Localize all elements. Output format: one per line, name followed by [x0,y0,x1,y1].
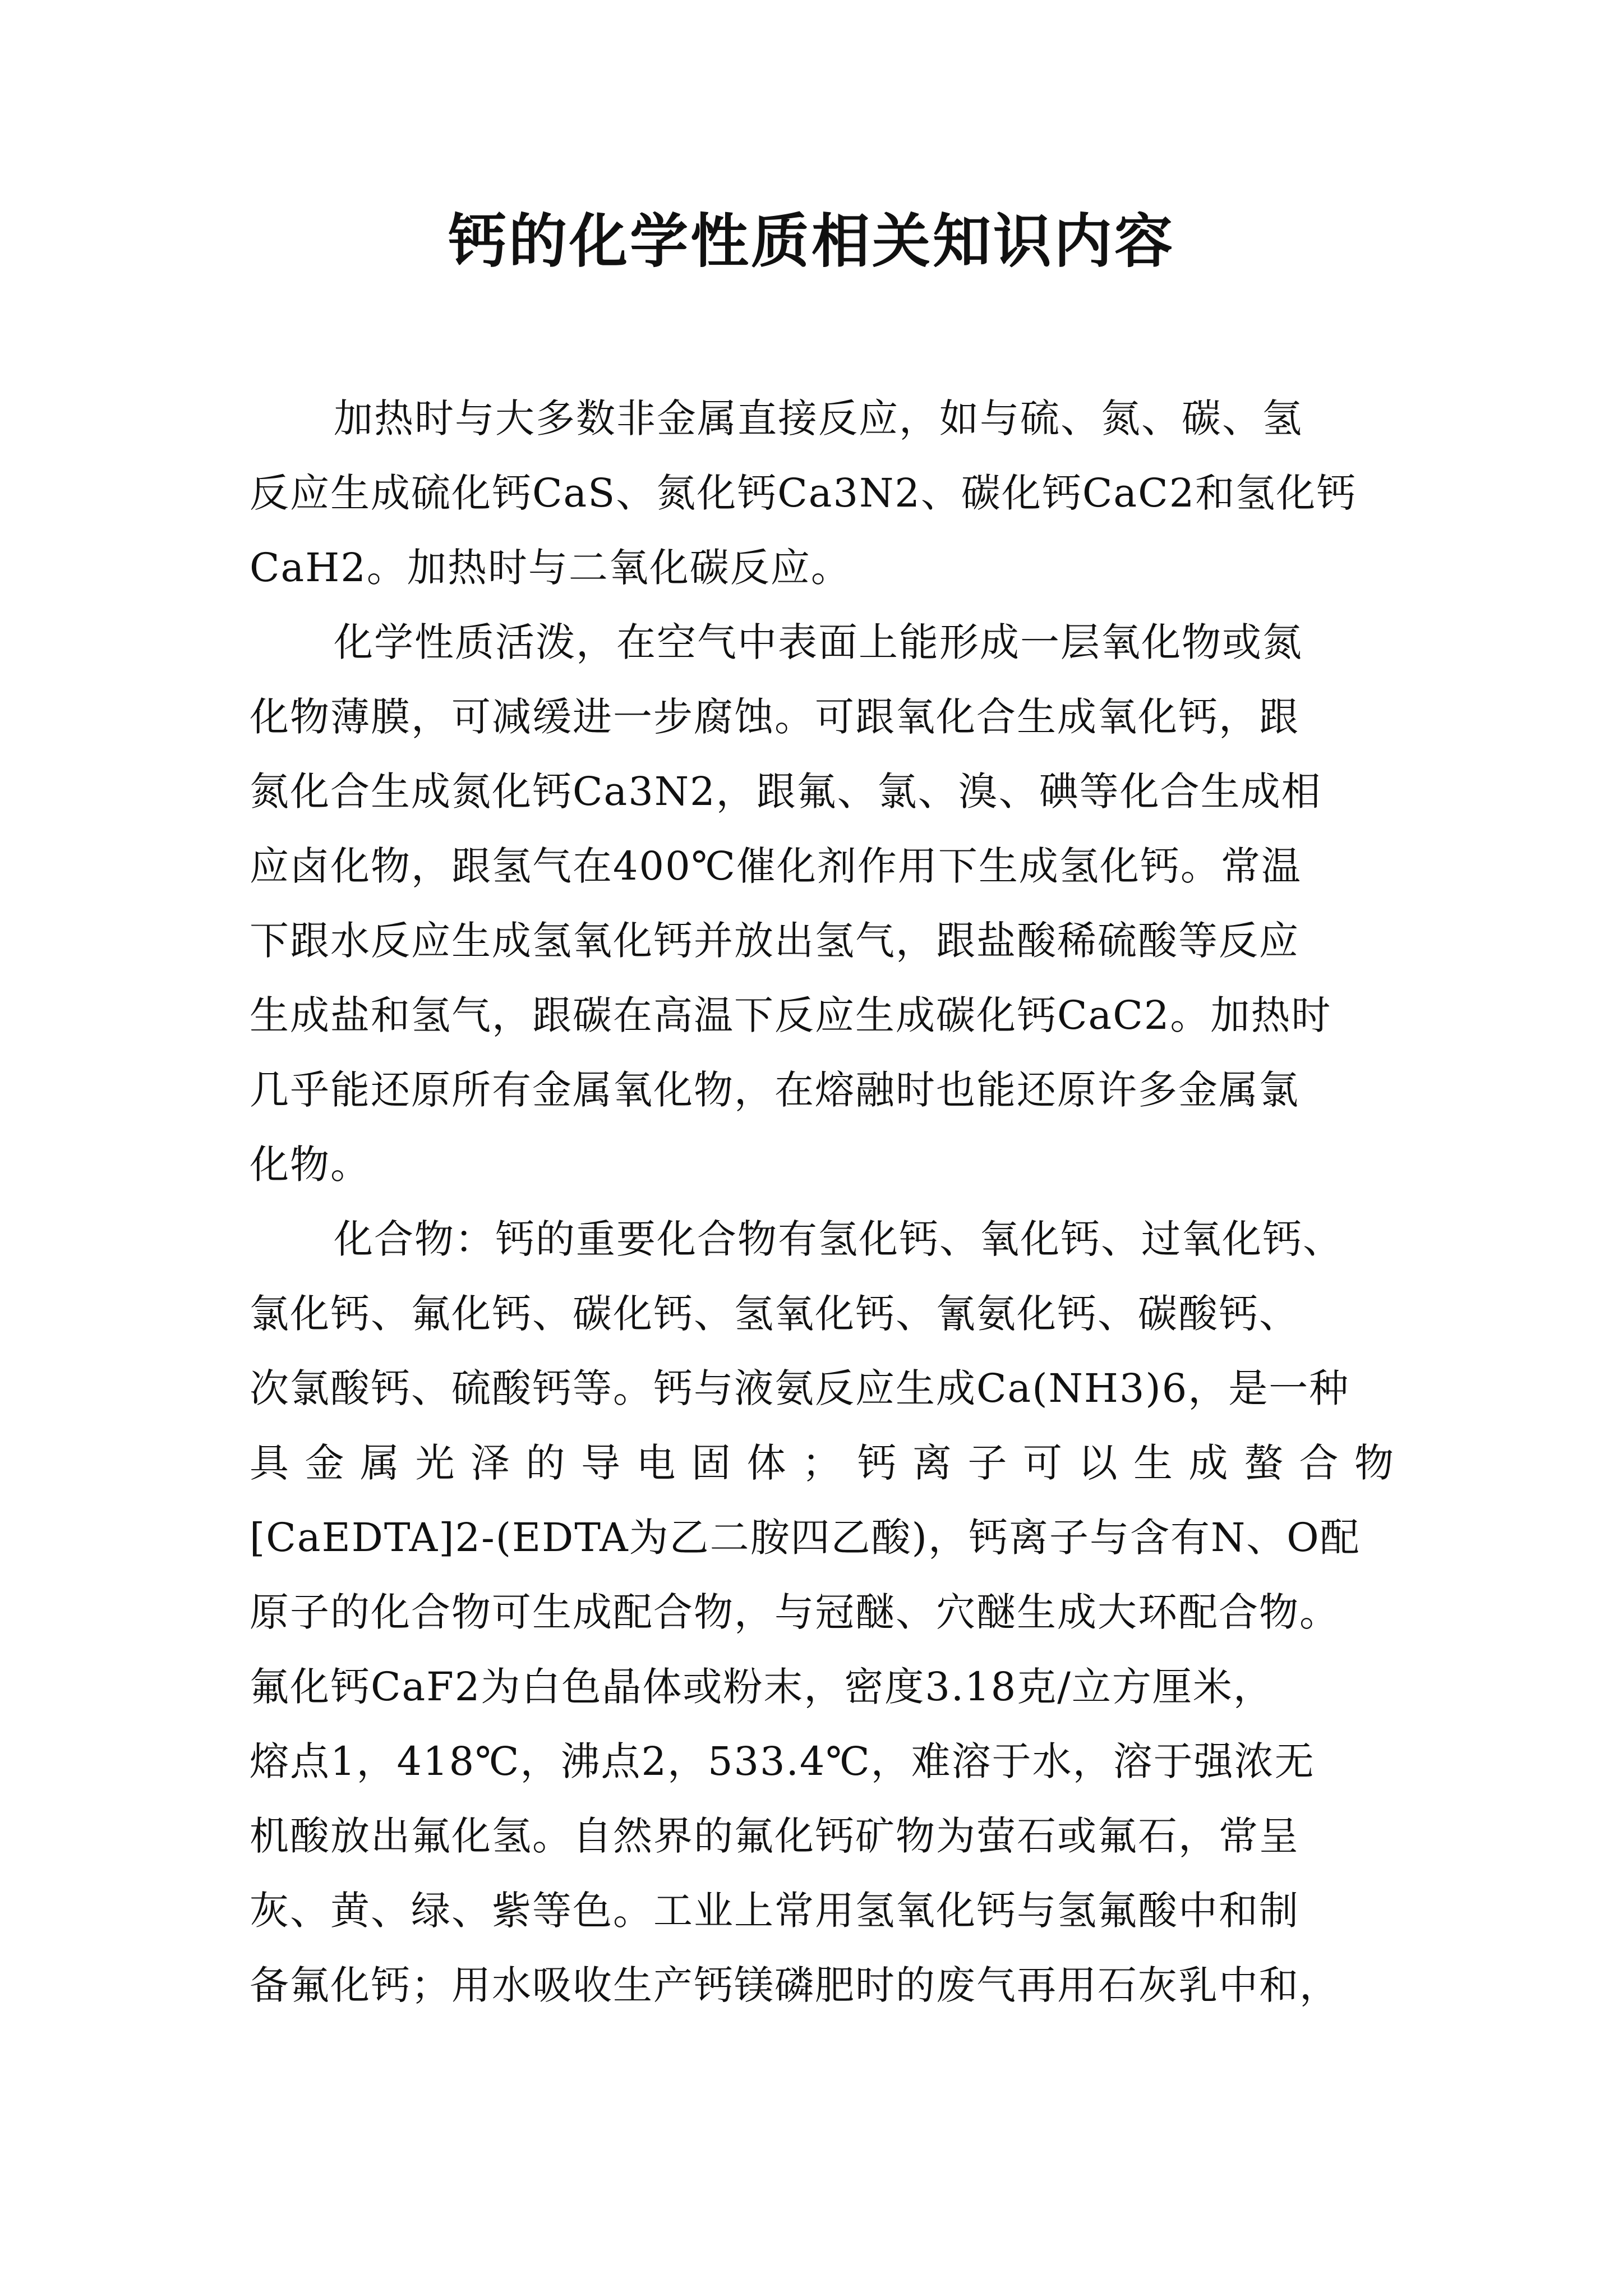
paragraph-3-line-1: 化合物：钙的重要化合物有氢化钙、氧化钙、过氧化钙、 [334,1216,1343,1262]
document-title: 钙的化学性质相关知识内容 [448,206,1175,275]
paragraph-2-line-1: 化学性质活泼，在空气中表面上能形成一层氧化物或氮 [334,619,1303,665]
paragraph-3-line-11: 备氟化钙；用水吸收生产钙镁磷肥时的废气再用石灰乳中和， [250,1962,1340,2008]
paragraph-2-line-7: 几乎能还原所有金属氧化物，在熔融时也能还原许多金属氯 [250,1067,1299,1113]
paragraph-3-line-4: 具金属光泽的导电固体；钙离子可以生成螯合物 [250,1440,1394,1486]
paragraph-3-line-8: 熔点1，418℃，沸点2，533.4℃，难溶于水，溶于强浓无 [250,1738,1315,1784]
paragraph-2-line-2: 化物薄膜，可减缓进一步腐蚀。可跟氧化合生成氧化钙，跟 [250,694,1299,740]
paragraph-2-line-6: 生成盐和氢气，跟碳在高温下反应生成碳化钙CaC2。加热时 [250,992,1332,1038]
paragraph-2-line-8: 化物。 [250,1142,371,1188]
paragraph-3-line-10: 灰、黄、绿、紫等色。工业上常用氢氧化钙与氢氟酸中和制 [250,1888,1299,1934]
paragraph-3-line-3: 次氯酸钙、硫酸钙等。钙与液氨反应生成Ca(NH3)6，是一种 [250,1365,1350,1411]
paragraph-2-line-5: 下跟水反应生成氢氧化钙并放出氢气，跟盐酸稀硫酸等反应 [250,918,1299,964]
paragraph-2-line-3: 氮化合生成氮化钙Ca3N2，跟氟、氯、溴、碘等化合生成相 [250,769,1322,815]
paragraph-3-line-5: [CaEDTA]2-(EDTA为乙二胺四乙酸)，钙离子与含有N、O配 [250,1515,1361,1561]
paragraph-3-line-7: 氟化钙CaF2为白色晶体或粉末，密度3.18克/立方厘米， [250,1664,1274,1710]
document-body [250,381,1394,2023]
paragraph-1-line-1: 加热时与大多数非金属直接反应，如与硫、氮、碳、氢 [334,395,1303,441]
paragraph-3-line-2: 氯化钙、氟化钙、碳化钙、氢氧化钙、氰氨化钙、碳酸钙、 [250,1291,1299,1337]
paragraph-1-line-2: 反应生成硫化钙CaS、氮化钙Ca3N2、碳化钙CaC2和氢化钙 [250,470,1357,516]
paragraph-3-line-9: 机酸放出氟化氢。自然界的氟化钙矿物为萤石或氟石，常呈 [250,1813,1299,1859]
paragraph-1-line-3: CaH2。加热时与二氧化碳反应。 [250,545,851,591]
paragraph-2-line-4: 应卤化物，跟氢气在400℃催化剂作用下生成氢化钙。常温 [250,843,1302,889]
paragraph-3-line-6: 原子的化合物可生成配合物，与冠醚、穴醚生成大环配合物。 [250,1589,1340,1635]
